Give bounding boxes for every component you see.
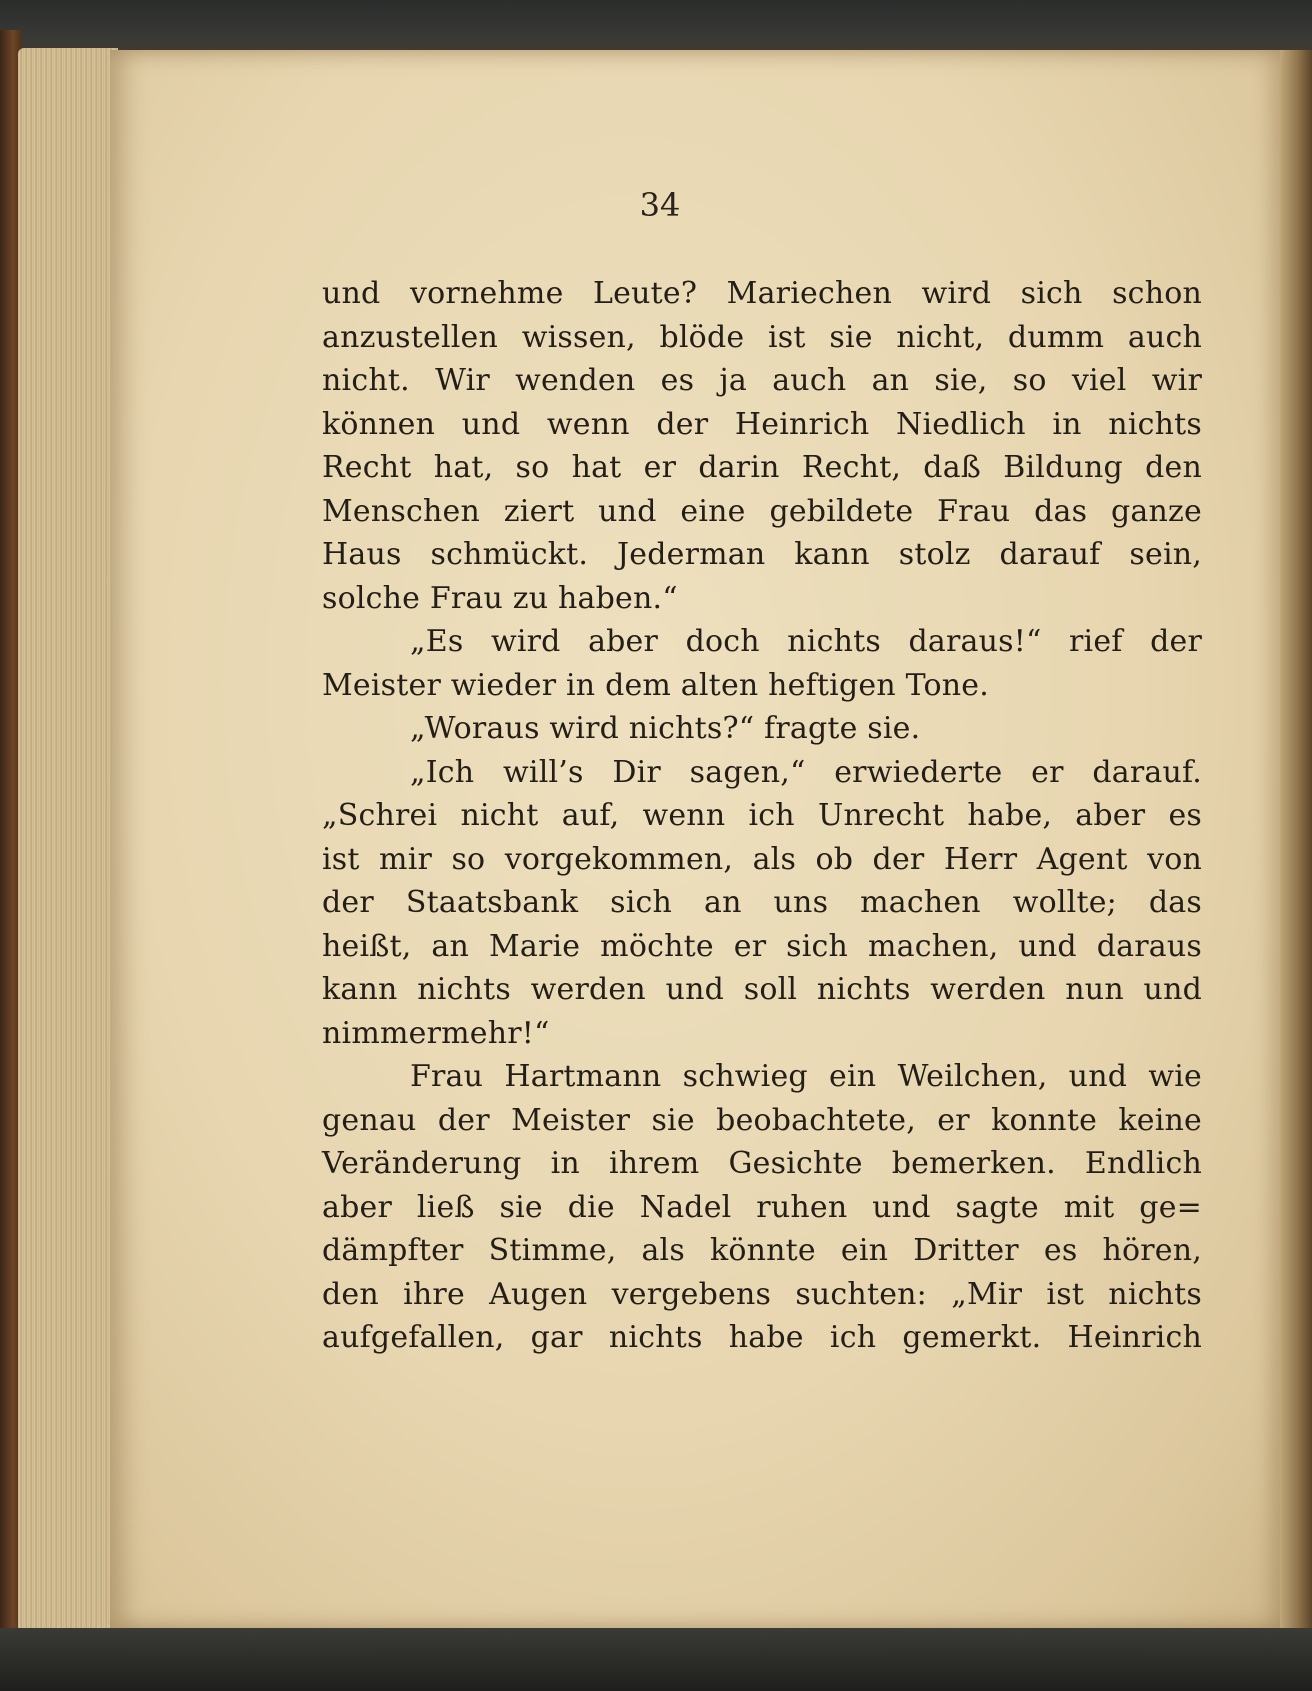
text-line: anzustellen wissen, blöde ist sie nicht, dumm auch [322,319,1202,355]
text-line: aber ließ sie die Nadel ruhen und sagte mit ge= [322,1189,1202,1225]
text-line: heißt, an Marie möchte er sich machen, und daraus [322,928,1202,964]
page-number: 34 [639,186,681,224]
text-line: der Staatsbank sich an uns machen wollte; das [322,885,1202,920]
body-text [322,272,1202,1360]
text-line: ist mir so vorgekommen, als ob der Herr Agent von [322,841,1202,877]
text-line: solche Frau zu haben.“ [322,580,678,616]
text-line: Haus schmückt. Jederman kann stolz darauf sein, [322,537,1202,572]
text-line: Frau Hartmann schwieg ein Weilchen, und wie [410,1059,1202,1094]
text-line: genau der Meister sie beobachtete, er konnte keine [322,1102,1202,1138]
text-line: Recht hat, so hat er darin Recht, daß Bildung den [322,450,1202,485]
text-line: kann nichts werden und soll nichts werden nun und [322,972,1202,1007]
page-edges [18,48,118,1633]
text-line: und vornehme Leute? Mariechen wird sich schon [322,276,1202,311]
text-line: „Schrei nicht auf, wenn ich Unrecht habe, aber es [322,798,1202,833]
text-line: Veränderung in ihrem Gesichte bemerken. Endlich [322,1146,1202,1181]
text-line: Meister wieder in dem alten heftigen Tone. [322,667,989,703]
text-line: „Woraus wird nichts?“ fragte sie. [410,711,921,746]
text-line: den ihre Augen vergebens suchten: „Mir ist nichts [322,1276,1202,1312]
text-line: „Ich will’s Dir sagen,“ erwiederte er darauf. [410,754,1202,790]
text-line: dämpfter Stimme, als könnte ein Dritter es hören, [322,1233,1202,1268]
text-line: aufgefallen, gar nichts habe ich gemerkt. Heinrich [322,1320,1202,1355]
book-gutter [1280,50,1312,1630]
book-cover-bottom [0,1628,1312,1691]
text-line: „Es wird aber doch nichts daraus!“ rief der [410,624,1202,659]
text-line: Menschen ziert und eine gebildete Frau das ganze [322,493,1202,529]
text-line: nimmermehr!“ [322,1015,550,1051]
text-line: nicht. Wir wenden es ja auch an sie, so viel wir [322,363,1202,398]
text-line: können und wenn der Heinrich Niedlich in nichts [322,406,1202,442]
